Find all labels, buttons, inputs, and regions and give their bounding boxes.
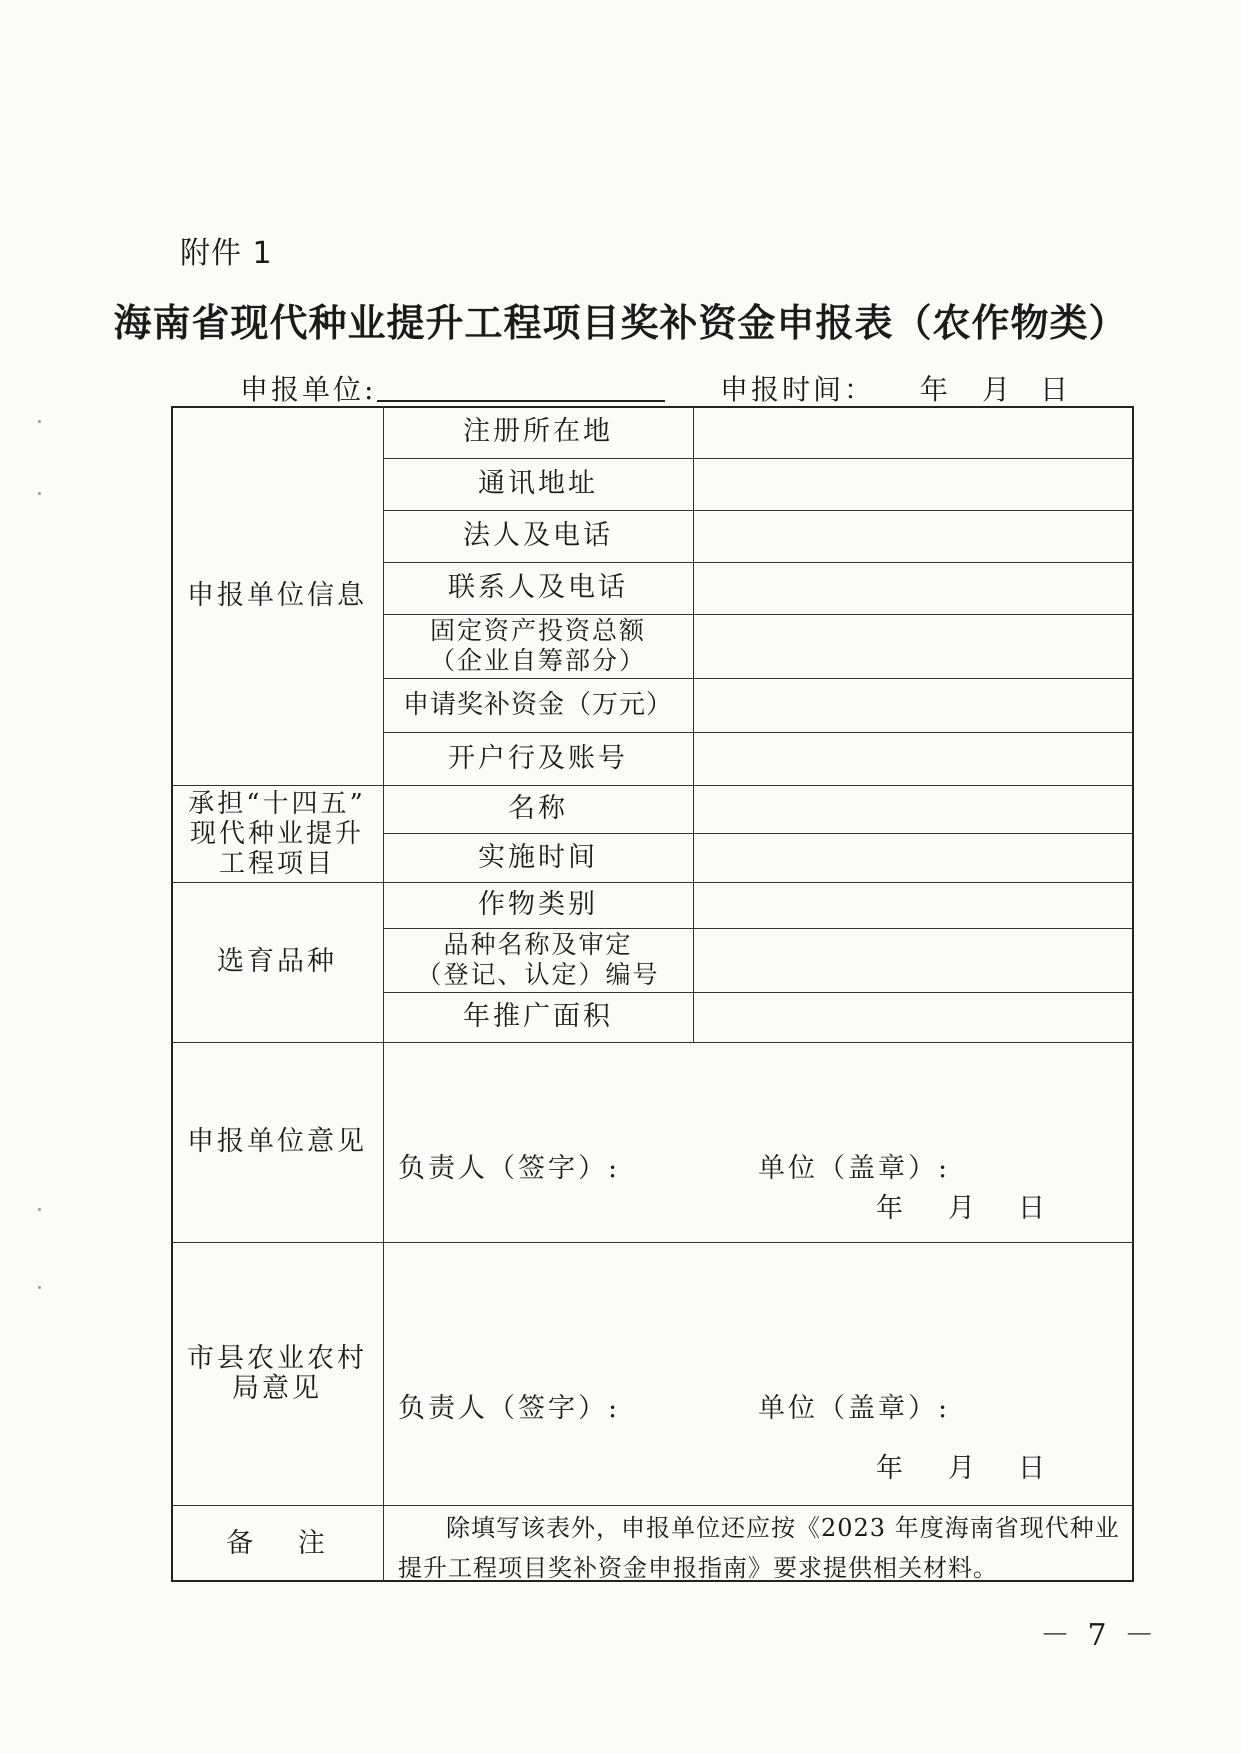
header-year: 年 — [920, 373, 952, 406]
field-fixed-assets: 固定资产投资总额 （企业自筹部分） — [429, 616, 646, 675]
field-subsidy: 申请奖补资金（万元） — [402, 690, 673, 720]
remarks-text: 除填写该表外，申报单位还应按《2023 年度海南省现代种业提升工程项目奖补资金申报指南》要求提供相关材料。 — [398, 1514, 1120, 1582]
contact-phone-input[interactable] — [694, 563, 1132, 613]
unit-opinion-principal: 负责人（签字）: — [398, 1153, 621, 1184]
scan-speck — [38, 1208, 41, 1211]
section-unit-info: 申报单位信息 — [187, 579, 367, 611]
unit-input-line[interactable] — [377, 400, 665, 402]
field-impl-time: 实施时间 — [478, 841, 598, 873]
unit-opinion-day: 日 — [1018, 1193, 1048, 1224]
subsidy-input[interactable] — [694, 679, 1132, 731]
time-label: 申报时间： — [720, 373, 876, 406]
address-input[interactable] — [694, 459, 1132, 509]
reg-location-input[interactable] — [694, 407, 1132, 457]
field-contact-phone: 联系人及电话 — [448, 572, 628, 603]
field-project-name: 名称 — [508, 793, 568, 824]
field-crop-type: 作物类别 — [478, 889, 598, 920]
scan-speck — [38, 420, 41, 423]
impl-time-input[interactable] — [694, 834, 1132, 881]
unit-label: 申报单位: — [240, 373, 377, 406]
bureau-opinion-seal: 单位（盖章）: — [758, 1393, 951, 1424]
variety-name-input[interactable] — [694, 929, 1132, 991]
field-address: 通讯地址 — [478, 468, 598, 499]
bureau-opinion-day: 日 — [1018, 1453, 1048, 1484]
bureau-opinion-month: 月 — [948, 1453, 978, 1484]
bank-input[interactable] — [694, 733, 1132, 784]
field-bank: 开户行及账号 — [448, 742, 628, 774]
unit-opinion-month: 月 — [948, 1193, 978, 1224]
unit-opinion-year: 年 — [876, 1193, 906, 1224]
bureau-opinion-year: 年 — [876, 1453, 906, 1484]
section-bureau-opinion: 市县农业农村 局意见 — [187, 1342, 367, 1404]
fixed-assets-input[interactable] — [694, 615, 1132, 677]
field-annual-area: 年推广面积 — [463, 1001, 613, 1032]
section-variety: 选育品种 — [217, 946, 337, 977]
project-name-input[interactable] — [694, 786, 1132, 832]
field-variety-name: 品种名称及审定 （登记、认定）编号 — [416, 930, 660, 989]
section-unit-opinion: 申报单位意见 — [187, 1126, 367, 1157]
scan-speck — [38, 1286, 41, 1289]
legal-phone-input[interactable] — [694, 511, 1132, 561]
form-title: 海南省现代种业提升工程项目奖补资金申报表（农作物类） — [113, 301, 1128, 345]
crop-type-input[interactable] — [694, 883, 1132, 927]
field-legal-phone: 法人及电话 — [463, 520, 613, 551]
header-month: 月 — [982, 373, 1014, 406]
annual-area-input[interactable] — [694, 993, 1132, 1041]
unit-opinion-seal: 单位（盖章）: — [758, 1153, 951, 1184]
section-remarks: 备 注 — [226, 1527, 328, 1559]
scan-speck — [38, 492, 41, 495]
field-reg-location: 注册所在地 — [463, 416, 613, 447]
page-number: － 7 － — [1040, 1618, 1159, 1653]
attachment-label: 附件 1 — [180, 236, 273, 271]
header-day: 日 — [1040, 373, 1072, 406]
bureau-opinion-principal: 负责人（签字）: — [398, 1393, 621, 1424]
section-project: 承担“十四五” 现代种业提升 工程项目 — [188, 788, 366, 879]
